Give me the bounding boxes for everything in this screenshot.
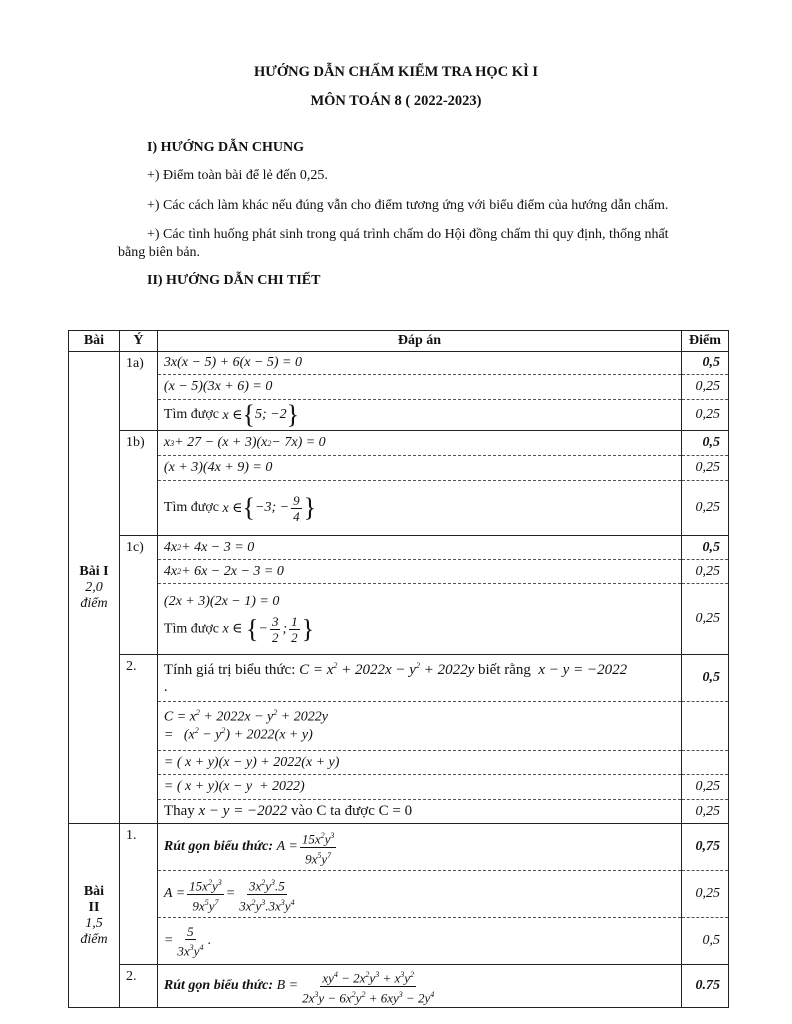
answer-line: Thay x − y = −2022 vào C ta được C = 0 [163, 803, 413, 819]
bai-2-name: Bài [83, 883, 105, 899]
answer-line: 4x 2 + 4x − 3 = 0 [158, 536, 681, 560]
answer-line: Rút gọn biểu thức: A = $\frac{15x^2y^3}{9x^5y^7}$ [158, 824, 681, 871]
table-row [69, 431, 729, 536]
points-value: 0,5 [682, 431, 728, 456]
bai-1-cell [69, 352, 120, 824]
points-value: 0,25 [682, 871, 728, 918]
points-2 [682, 655, 729, 824]
points-value: 0,5 [702, 933, 720, 948]
bai-1-name: Bài I [79, 563, 109, 579]
points-ii-1 [682, 824, 729, 965]
thay-label: Thay [163, 803, 195, 819]
points-value: 0,5 [682, 536, 728, 560]
find-label: Tìm được [163, 621, 219, 637]
y-1b: 1b) [119, 431, 157, 536]
general-item-3-cont: bằng biên bản. [118, 245, 201, 260]
y-1a: 1a) [119, 352, 157, 431]
answer-line: $C = x^2 + 2022x - y^2 + 2022y$ = $(x^2 - y^2) + 2022(x + y)$ [158, 702, 681, 751]
general-heading: I) HƯỚNG DẪN CHUNG [147, 140, 304, 155]
answer-1a [157, 352, 681, 431]
y-2: 2. [119, 655, 157, 824]
rutgon-label: Rút gọn biểu thức: [163, 839, 274, 854]
general-item-3: +) Các tình huống phát sinh trong quá trình chấm do Hội đồng chấm thi quy định, thống nhất [147, 227, 669, 242]
general-item-1: +) Điểm toàn bài để lẻ đến 0,25. [147, 168, 328, 183]
points-value: 0,25 [682, 775, 728, 800]
answer-line: = $\frac{5}{3x^3y^4}$ . [163, 923, 211, 959]
task-label-2: biết rằng [478, 661, 531, 678]
answer-line: = ( x + y)(x − y + 2022) [158, 775, 681, 800]
bai-1-unit: điểm [80, 595, 108, 611]
detail-heading: II) HƯỚNG DẪN CHI TIẾT [147, 273, 321, 288]
points-value: 0,25 [695, 611, 720, 626]
thay-label-2: vào C ta được C = 0 [290, 803, 413, 819]
general-item-2: +) Các cách làm khác nếu đúng vẫn cho điểm tương ứng với biểu điểm của hướng dẫn chấm. [147, 198, 669, 213]
answer-line: (x − 5)(3x + 6) = 0 [158, 375, 681, 400]
table-row [69, 965, 729, 1008]
answer-line: = ( x + y)(x − y) + 2022(x + y) [158, 751, 681, 775]
bai-2-unit: điểm [80, 931, 108, 947]
answer-line: Tính giá trị biểu thức: $C = x^2 + 2022x - y^2 + 2022y$ biết rằng x − y = −2022 . [158, 655, 681, 702]
points-1b [682, 431, 729, 536]
points-value: 0.75 [695, 978, 720, 993]
bai-1-score: 2,0 [85, 579, 103, 595]
table-row [69, 824, 729, 965]
answer-line: (2x + 3)(2x − 1) = 0 Tìm được x ∈ {− $\frac{3}{2}$ ; $\frac{1}{2}$ } [163, 593, 315, 645]
y-1c: 1c) [119, 536, 157, 655]
answer-line: A = $\frac{15x^2y^3}{9x^5y^7}$ = $\frac{3x^2y^3.5}{3x^2y^3.3x^3y^4}$ [158, 871, 681, 918]
grading-table [68, 330, 729, 1008]
table-row [69, 352, 729, 431]
points-1c [682, 536, 729, 655]
rutgon-label: Rút gọn biểu thức: [163, 978, 274, 993]
col-header-y: Ý [119, 331, 157, 352]
table-header-row [69, 331, 729, 352]
answer-line: x 3 + 27 − (x + 3)(x 2 − 7x) = 0 [158, 431, 681, 456]
find-label: Tìm được [163, 407, 219, 422]
col-header-bai: Bài [69, 331, 120, 352]
answer-line: 4x 2 + 6x − 2x − 3 = 0 [158, 560, 681, 584]
task-label: Tính giá trị biểu thức: [163, 661, 296, 678]
answer-ii-1 [157, 824, 681, 965]
answer-line: Tìm được x ∈ { 5; −2 } [163, 400, 300, 429]
answer-ii-2 [157, 965, 681, 1008]
y-ii-1: 1. [119, 824, 157, 965]
answer-line: Rút gọn biểu thức: B = $\frac{xy^4 - 2x^2y^3 + x^3y^2}{2x^3y - 6x^2y^2 + 6xy^3 - 2y^4}$ [158, 965, 681, 1007]
answer-2 [157, 655, 681, 824]
points-value: 0,5 [682, 352, 728, 375]
answer-1c [157, 536, 681, 655]
points-value: 0,25 [695, 803, 720, 819]
col-header-diem: Điểm [682, 331, 729, 352]
find-label: Tìm được [163, 500, 219, 515]
y-ii-2: 2. [119, 965, 157, 1008]
points-value: 0,25 [682, 560, 728, 584]
page-title: HƯỚNG DẪN CHẤM KIỂM TRA HỌC KÌ I [254, 64, 538, 80]
points-value: 0,25 [695, 407, 720, 422]
answer-line: 3x(x − 5) + 6(x − 5) = 0 [158, 352, 681, 375]
points-ii-2 [682, 965, 729, 1008]
page-subtitle: MÔN TOÁN 8 ( 2022-2023) [310, 93, 482, 109]
points-value: 0,75 [682, 824, 728, 871]
answer-line: (x + 3)(4x + 9) = 0 [158, 456, 681, 481]
bai-2-cell [69, 824, 120, 1008]
points-value: 0,25 [682, 456, 728, 481]
col-header-dapan: Đáp án [157, 331, 681, 352]
bai-2-number: II [88, 899, 100, 915]
table-row [69, 655, 729, 824]
points-value: 0,25 [682, 375, 728, 400]
points-value [682, 751, 728, 775]
answer-line: Tìm được x ∈ { −3; − $\frac{9}{4}$ } [163, 492, 317, 524]
table-row [69, 536, 729, 655]
points-value: 0,25 [695, 500, 720, 515]
points-value: 0,5 [682, 655, 728, 702]
answer-1b [157, 431, 681, 536]
bai-2-score: 1,5 [85, 915, 103, 931]
points-1a [682, 352, 729, 431]
points-value [682, 702, 728, 751]
